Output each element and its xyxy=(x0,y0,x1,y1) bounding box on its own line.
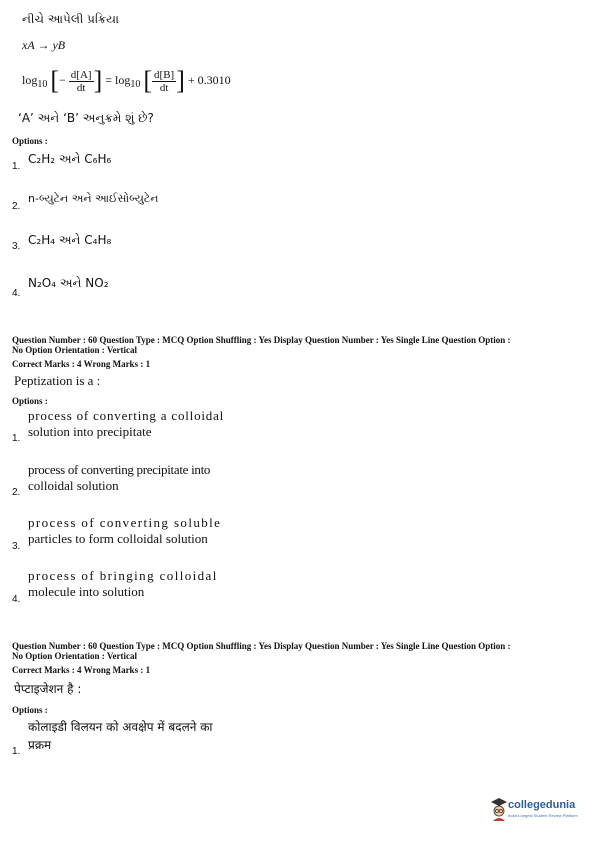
option-number: 1. xyxy=(12,433,21,444)
option-line-2[interactable]: molecule into solution xyxy=(28,584,145,599)
reaction-equation: xA → yB xyxy=(22,38,66,52)
bracket-left: [ xyxy=(50,66,60,95)
fraction-a: $\frac{d[A]}{dt}$ xyxy=(70,68,92,94)
marks-info: Correct Marks : 4 Wrong Marks : 1 xyxy=(12,665,151,675)
log-equation xyxy=(22,68,231,94)
option-text[interactable]: N₂O₄ અને NO₂ xyxy=(28,276,109,290)
bracket-right: ] xyxy=(93,66,103,95)
option-number: 4. xyxy=(12,594,21,605)
option-number: 2. xyxy=(12,487,21,498)
option-number: 4. xyxy=(12,288,21,299)
option-line-2[interactable]: colloidal solution xyxy=(28,478,119,493)
option-text[interactable]: C₂H₂ અને C₆H₆ xyxy=(28,152,112,166)
logo-tagline: India's largest Student Review Platform xyxy=(508,813,578,818)
option-text[interactable]: C₂H₄ અને C₄H₈ xyxy=(28,233,112,247)
option-line[interactable]: कोलाइडी विलयन को अवक्षेप में बदलने का xyxy=(28,720,213,734)
minus-sign: − xyxy=(59,72,66,87)
option-line-2[interactable]: particles to form colloidal solution xyxy=(28,531,208,546)
option-number: 3. xyxy=(12,541,21,552)
plus-constant: + 0.3010 xyxy=(187,72,231,87)
question-text: पेप्टाइजेशन है : xyxy=(14,682,82,696)
option-number: 3. xyxy=(12,241,21,252)
bracket-right-2: ] xyxy=(176,66,185,95)
option-number: 2. xyxy=(12,201,21,212)
option-line-2[interactable]: प्रक्रम xyxy=(28,738,52,752)
fraction-b: $\frac{d[B]}{dt}$ xyxy=(154,68,175,94)
question-meta: Question Number : 60 Question Type : MCQ Option Shuffling : Yes Display Question Number : Yes Single Line Question Option : xyxy=(12,641,511,651)
option-number: 1. xyxy=(12,746,21,757)
question-meta-line2: No Option Orientation : Vertical xyxy=(12,651,137,661)
bracket-left-2: [ xyxy=(143,66,153,95)
graduate-icon xyxy=(490,797,508,823)
option-line[interactable]: process of converting precipitate into xyxy=(28,462,211,477)
option-line[interactable]: process of converting a colloidal xyxy=(28,408,225,423)
collegedunia-logo xyxy=(490,797,585,827)
question-intro: નીચે આપેલી પ્રક્રિયા xyxy=(22,12,119,26)
equals-sign: = xyxy=(105,72,113,87)
option-number: 1. xyxy=(12,161,21,172)
log-word-2: log xyxy=(115,72,131,87)
options-label: Options : xyxy=(12,396,48,406)
option-line[interactable]: process of bringing colloidal xyxy=(28,568,218,583)
question-text: ‘A’ અને ‘B’ અનુક્રમે શું છે? xyxy=(18,111,154,125)
log-base: 10 xyxy=(37,79,48,91)
option-line[interactable]: process of converting soluble xyxy=(28,515,222,530)
question-meta: Question Number : 60 Question Type : MCQ Option Shuffling : Yes Display Question Number : Yes Single Line Question Option : xyxy=(12,335,511,345)
options-label: Options : xyxy=(12,136,48,146)
option-line-2[interactable]: solution into precipitate xyxy=(28,424,152,439)
question-text: Peptization is a : xyxy=(14,373,101,388)
log-word: log xyxy=(22,72,38,87)
options-label: Options : xyxy=(12,705,48,715)
logo-name: collegedunia xyxy=(508,799,576,811)
option-text[interactable]: n-બ્યુટેન અને આઈસોબ્યુટેન xyxy=(28,192,159,205)
marks-info: Correct Marks : 4 Wrong Marks : 1 xyxy=(12,359,151,369)
log-base-2: 10 xyxy=(130,79,141,91)
question-meta-line2: No Option Orientation : Vertical xyxy=(12,345,137,355)
